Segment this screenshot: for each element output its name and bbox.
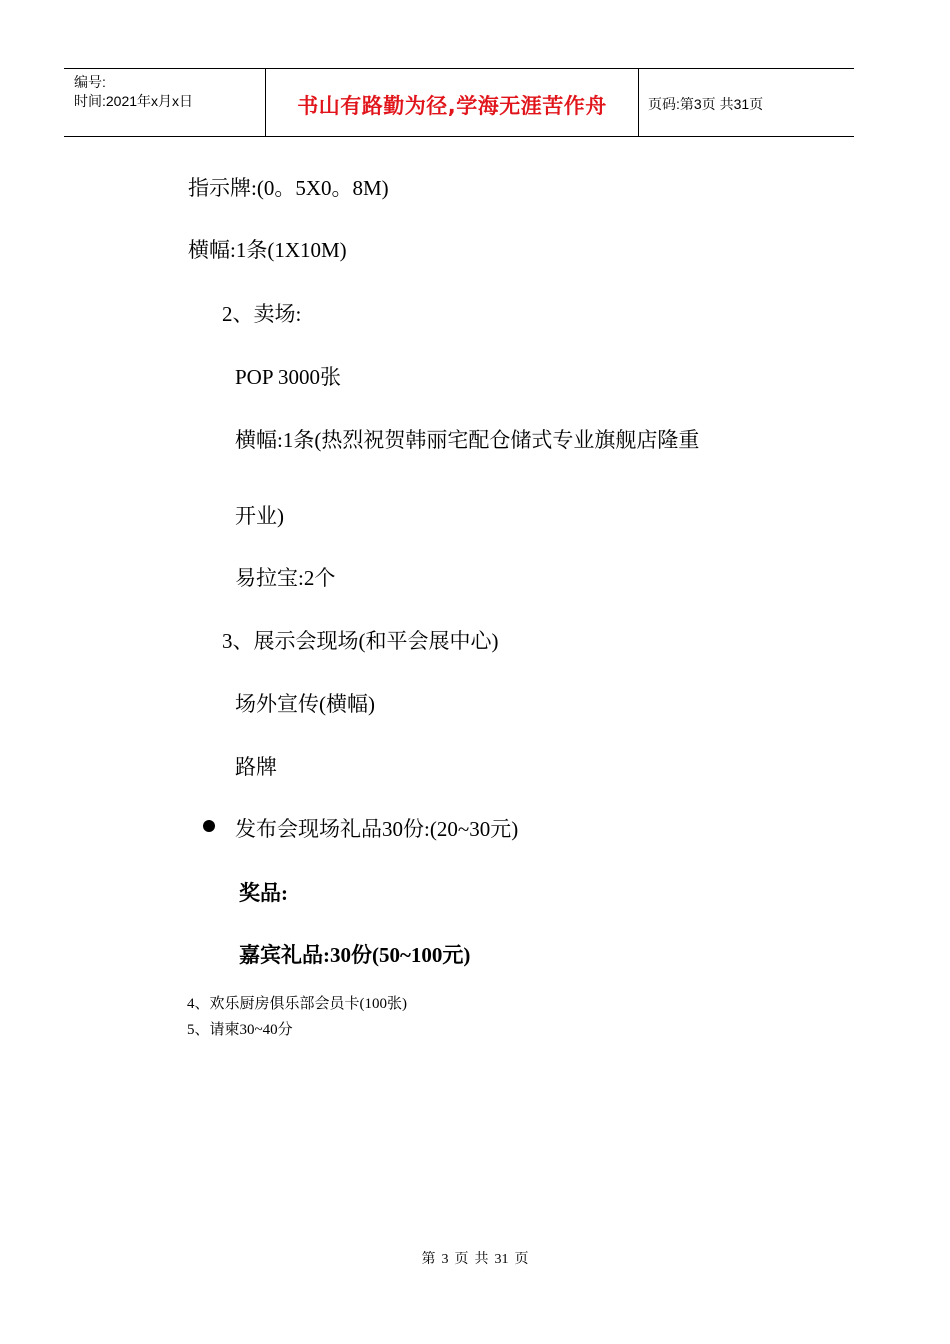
motto-text: 书山有路勤为径,学海无涯苦作舟 bbox=[297, 94, 607, 118]
footer-label-total: 共 bbox=[474, 1252, 489, 1267]
page-footer bbox=[0, 1248, 950, 1268]
guest-gift-line: 嘉宾礼品:30份(50~100元) bbox=[239, 943, 471, 967]
footer-label-ye2: 页 bbox=[514, 1252, 529, 1267]
time-label: 时间:2021年x月x日 bbox=[74, 93, 194, 109]
bullet-icon bbox=[203, 820, 215, 832]
club-card-line: 4、欢乐厨房俱乐部会员卡(100张) bbox=[187, 996, 407, 1012]
banner-line: 横幅:1条(1X10M) bbox=[188, 238, 347, 262]
pop-line: POP 3000张 bbox=[235, 365, 341, 389]
page-info: 页码:第3页 共31页 bbox=[648, 96, 764, 112]
footer-current-page: 3 bbox=[441, 1252, 449, 1267]
footer-total-pages: 31 bbox=[494, 1252, 509, 1267]
outdoor-promo-line: 场外宣传(横幅) bbox=[235, 692, 375, 716]
footer-label-ye: 页 bbox=[454, 1252, 469, 1267]
store-banner-line: 横幅:1条(热烈祝贺韩丽宅配仓储式专业旗舰店隆重 bbox=[235, 428, 700, 452]
store-banner-line-cont: 开业) bbox=[235, 504, 284, 528]
road-sign-line: 路牌 bbox=[235, 755, 277, 779]
section-store-heading: 2、卖场: bbox=[222, 302, 302, 326]
header-page-cell bbox=[639, 69, 854, 136]
page-header bbox=[64, 68, 854, 137]
header-motto-cell bbox=[266, 69, 639, 136]
footer-label-page: 第 bbox=[421, 1252, 436, 1267]
prize-line: 奖品: bbox=[239, 881, 288, 905]
invitation-line: 5、请柬30~40分 bbox=[187, 1022, 293, 1038]
rollup-line: 易拉宝:2个 bbox=[235, 566, 336, 590]
serial-label: 编号: bbox=[74, 74, 106, 90]
sign-line: 指示牌:(0。5X0。8M) bbox=[188, 176, 389, 200]
header-meta-cell bbox=[64, 69, 266, 136]
launch-gift-line: 发布会现场礼品30份:(20~30元) bbox=[235, 817, 519, 841]
section-exhibition-heading: 3、展示会现场(和平会展中心) bbox=[222, 629, 499, 653]
